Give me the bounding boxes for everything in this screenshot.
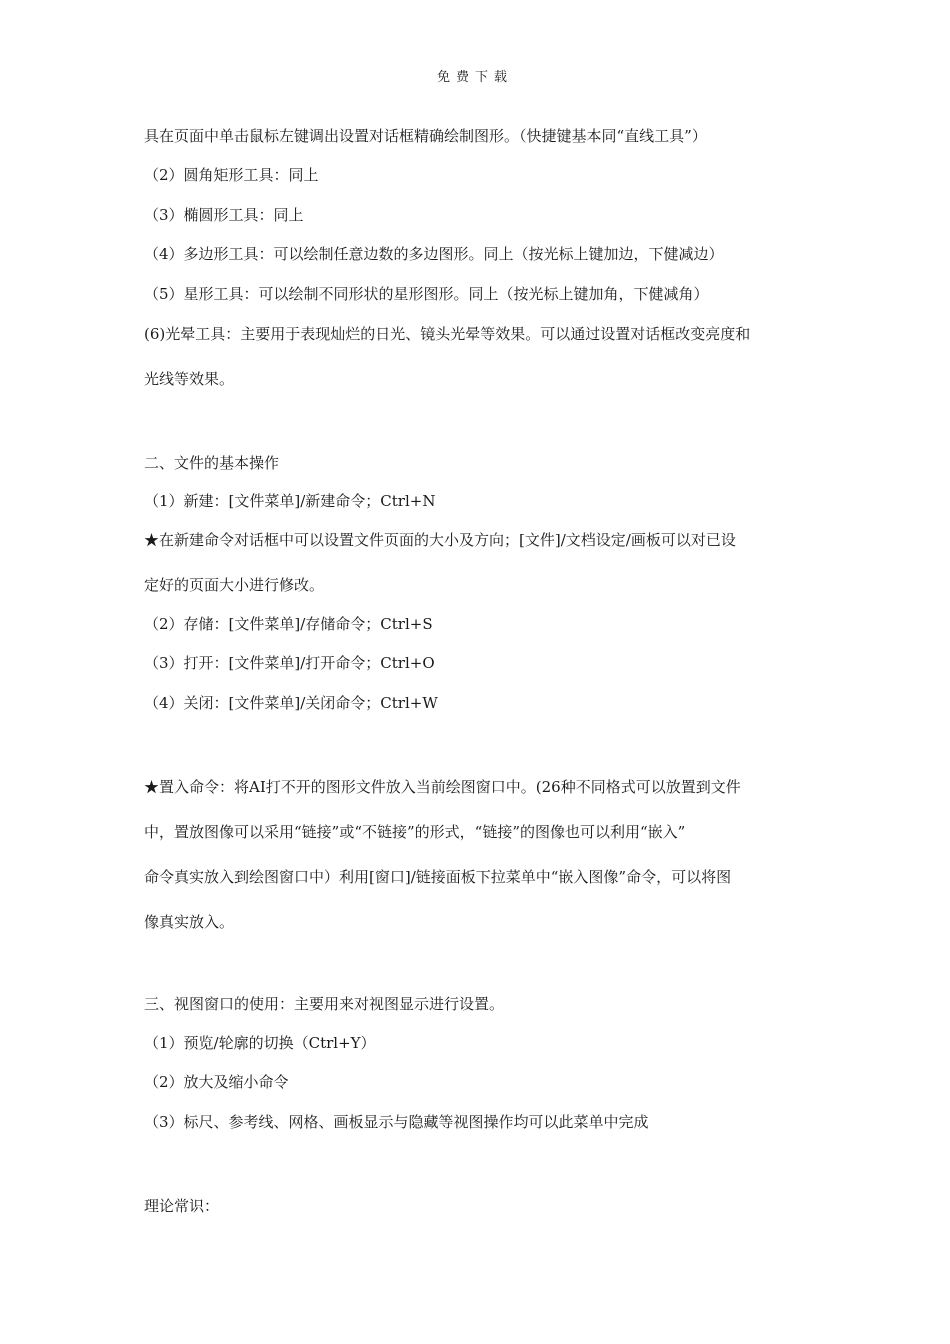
page-header: 免费下载 <box>436 70 513 85</box>
text-line: 像真实放入。 <box>144 913 235 931</box>
section-heading: 理论常识： <box>144 1197 220 1215</box>
text-line: （1）预览/轮廓的切换（Ctrl+Y） <box>144 1034 376 1052</box>
text-line: （2）放大及缩小命令 <box>144 1073 289 1091</box>
text-line: （4）关闭：[文件菜单]/关闭命令；Ctrl+W <box>144 694 438 712</box>
text-line: （3）打开：[文件菜单]/打开命令；Ctrl+O <box>144 654 435 672</box>
section-heading: 二、文件的基本操作 <box>144 454 280 472</box>
text-line: 中，置放图像可以采用“链接”或“不链接”的形式，“链接”的图像也可以利用“嵌入” <box>144 823 686 841</box>
text-line: 光线等效果。 <box>144 370 235 388</box>
text-line: 定好的页面大小进行修改。 <box>144 576 325 594</box>
text-line: 具在页面中单击鼠标左键调出设置对话框精确绘制图形。（快捷键基本同“直线工具”） <box>144 127 707 145</box>
text-line: （3）椭圆形工具：同上 <box>144 206 304 224</box>
text-line: （5）星形工具：可以绘制不同形状的星形图形。同上（按光标上键加角，下健减角） <box>144 285 709 303</box>
text-line: 命令真实放入到绘图窗口中）利用[窗口]/链接面板下拉菜单中“嵌入图像”命令，可以将图 <box>144 868 732 886</box>
text-line: ★置入命令：将AI打不开的图形文件放入当前绘图窗口中。(26种不同格式可以放置到文件 <box>144 778 741 796</box>
text-line: （4）多边形工具：可以绘制任意边数的多边图形。同上（按光标上键加边，下健减边） <box>144 245 724 263</box>
text-line: （2）存储：[文件菜单]/存储命令；Ctrl+S <box>144 615 433 633</box>
text-line: (6)光晕工具：主要用于表现灿烂的日光、镜头光晕等效果。可以通过设置对话框改变亮度和 <box>144 325 751 343</box>
text-line: （2）圆角矩形工具：同上 <box>144 166 319 184</box>
section-heading: 三、视图窗口的使用：主要用来对视图显示进行设置。 <box>144 995 505 1013</box>
text-line: （3）标尺、参考线、网格、画板显示与隐藏等视图操作均可以此菜单中完成 <box>144 1113 649 1131</box>
text-line: ★在新建命令对话框中可以设置文件页面的大小及方向；[文件]/文档设定/画板可以对已设 <box>144 531 736 549</box>
text-line: （1）新建：[文件菜单]/新建命令；Ctrl+N <box>144 492 436 510</box>
